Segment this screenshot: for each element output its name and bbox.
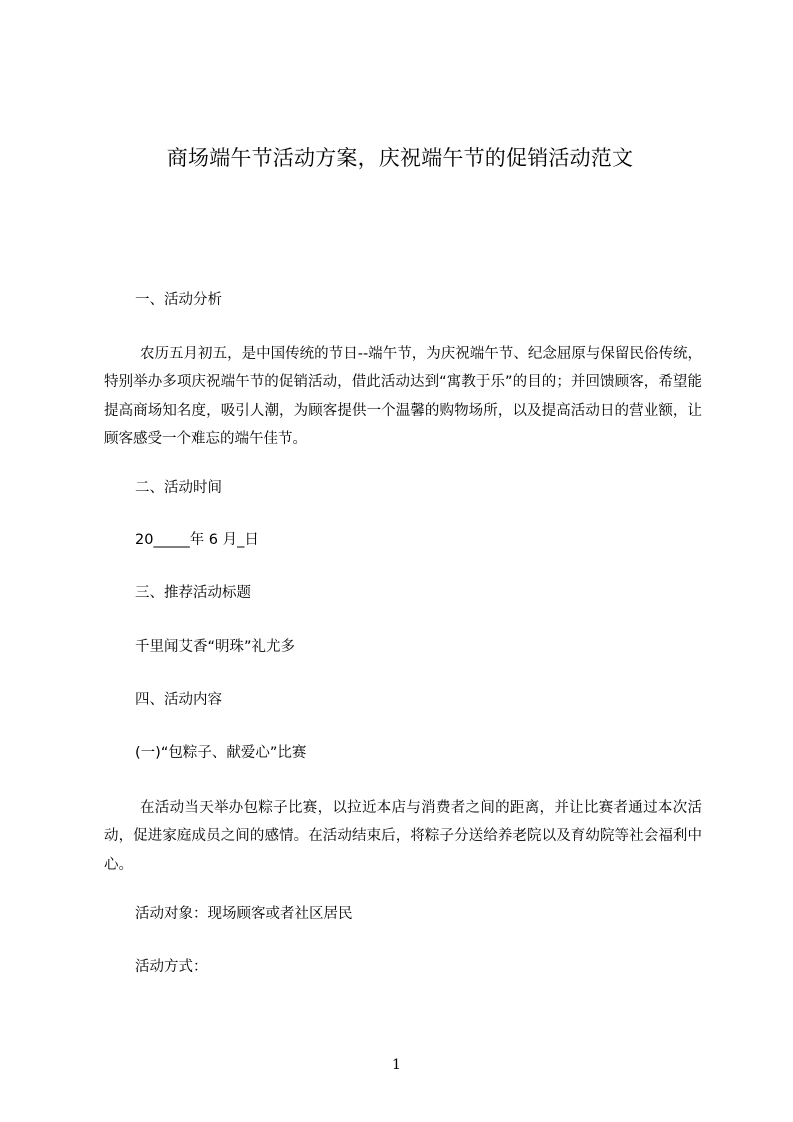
activity-slogan: 千里闻艾香“明珠”礼尤多	[135, 639, 296, 655]
section-heading-time: 二、活动时间	[135, 480, 222, 496]
section-heading-content: 四、活动内容	[135, 692, 222, 708]
section-heading-title: 三、推荐活动标题	[135, 585, 251, 601]
subsection-heading-zongzi: (一)“包粽子、献爱心”比赛	[135, 745, 307, 761]
section-heading-analysis: 一、活动分析	[135, 292, 222, 308]
activity-date: 20_____年 6 月_日	[135, 532, 259, 548]
activity-target: 活动对象：现场顾客或者社区居民	[135, 906, 353, 922]
activity-method: 活动方式：	[135, 959, 208, 975]
analysis-paragraph: 农历五月初五，是中国传统的节日--端午节，为庆祝端午节、纪念屈原与保留民俗传统，特别举办多项庆祝端午节的促销活动，借此活动达到“寓教于乐”的目的；并回馈顾客，希望能提高商场知名度，吸引人潮，为顾客提供一个温馨的购物场所，以及提高活动日的营业额，让顾客感受一个难忘的端午佳节。	[104, 346, 702, 447]
zongzi-paragraph: 在活动当天举办包粽子比赛，以拉近本店与消费者之间的距离，并让比赛者通过本次活动，促进家庭成员之间的感情。在活动结束后，将粽子分送给养老院以及育幼院等社会福利中心。	[104, 800, 702, 873]
document-title: 商场端午节活动方案，庆祝端午节的促销活动范文	[166, 146, 634, 170]
page-number: 1	[392, 1057, 401, 1073]
